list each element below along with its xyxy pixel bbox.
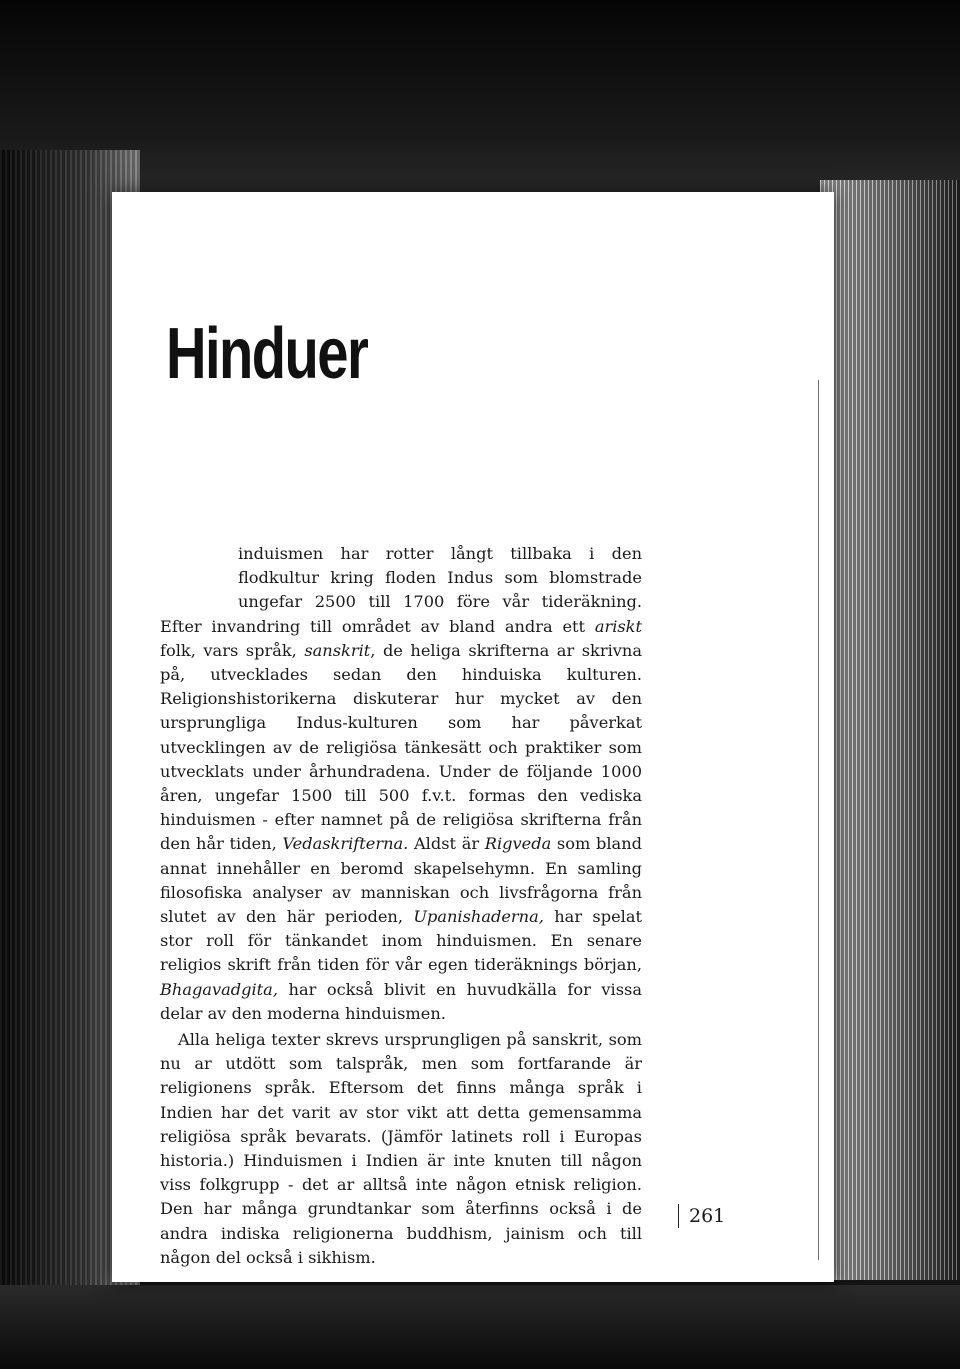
scan-background-right (820, 180, 960, 1280)
chapter-title: Hinduer (166, 314, 368, 394)
text-segment: induismen har rotter långt tillbaka i den flodkultur kring floden Indus som blomstrade ungefar 2500 till 1700 före vår tideräkning. Efter invandring till området av bland andra ett (160, 544, 642, 636)
text-segment: Aldst är (408, 834, 485, 854)
italic-term: Rigveda (484, 834, 552, 854)
italic-term: sanskrit (304, 640, 371, 660)
body-text (160, 542, 642, 1270)
page-number: 261 (678, 1204, 725, 1228)
italic-term: Bhagavadgita, (160, 979, 278, 999)
italic-term: Upanishaderna, (413, 907, 544, 927)
initial-spacer (160, 542, 238, 614)
paragraph-1 (160, 542, 642, 1026)
scan-background-bottom (0, 1285, 960, 1369)
page-edge-rule (818, 380, 819, 1260)
text-segment: har spelat stor roll för tänkandet inom hinduismen. En senare religios skrift från tiden för vår egen tideräknings början, (160, 907, 642, 975)
text-segment: folk, vars språk, (160, 640, 305, 660)
italic-term: Vedaskrifterna. (282, 834, 409, 854)
text-segment: , de heliga skrifterna ar skrivna på, utvecklades sedan den hinduiska kulturen. Religionshistorikerna diskuterar hur mycket av den ursprungliga Indus-kulturen som har påverkat utvecklingen av de religiösa tänkesätt och praktiker som utvecklats under århundradena. Under de följande 1000 åren, ungefar 1500 till 500 f.v.t. formas den vediska hinduismen - efter namnet på de religiösa skrifterna från den hår tiden, (160, 640, 642, 854)
italic-term: ariskt (594, 616, 642, 636)
text-segment: som bland annat innehåller en beromd skapelsehymn. En samling filosofiska analyser av manniskan och livsfrågorna från slutet av den här perioden, (160, 834, 642, 927)
text-segment: har också blivit en huvudkälla for vissa delar av den moderna hinduismen. (160, 979, 642, 1023)
paragraph-2 (160, 1028, 642, 1270)
scan-background-top (0, 0, 960, 200)
text-segment: Alla heliga texter skrevs ursprungligen på sanskrit, som nu ar utdött som talspråk, men som fortfarande är religionens språk. Eftersom det finns många språk i Indien har det varit av stor vikt att detta gemensamma religiösa språk bevarats. (Jämför latinets roll i Europas historia.) Hinduismen i Indien är inte knuten till någon viss folkgrupp - det ar alltså inte någon etnisk religion. Den har många grundtankar som återfinns också i de andra indiska religionerna buddhism, jainism och till någon del också i sikhism. (160, 1030, 642, 1267)
